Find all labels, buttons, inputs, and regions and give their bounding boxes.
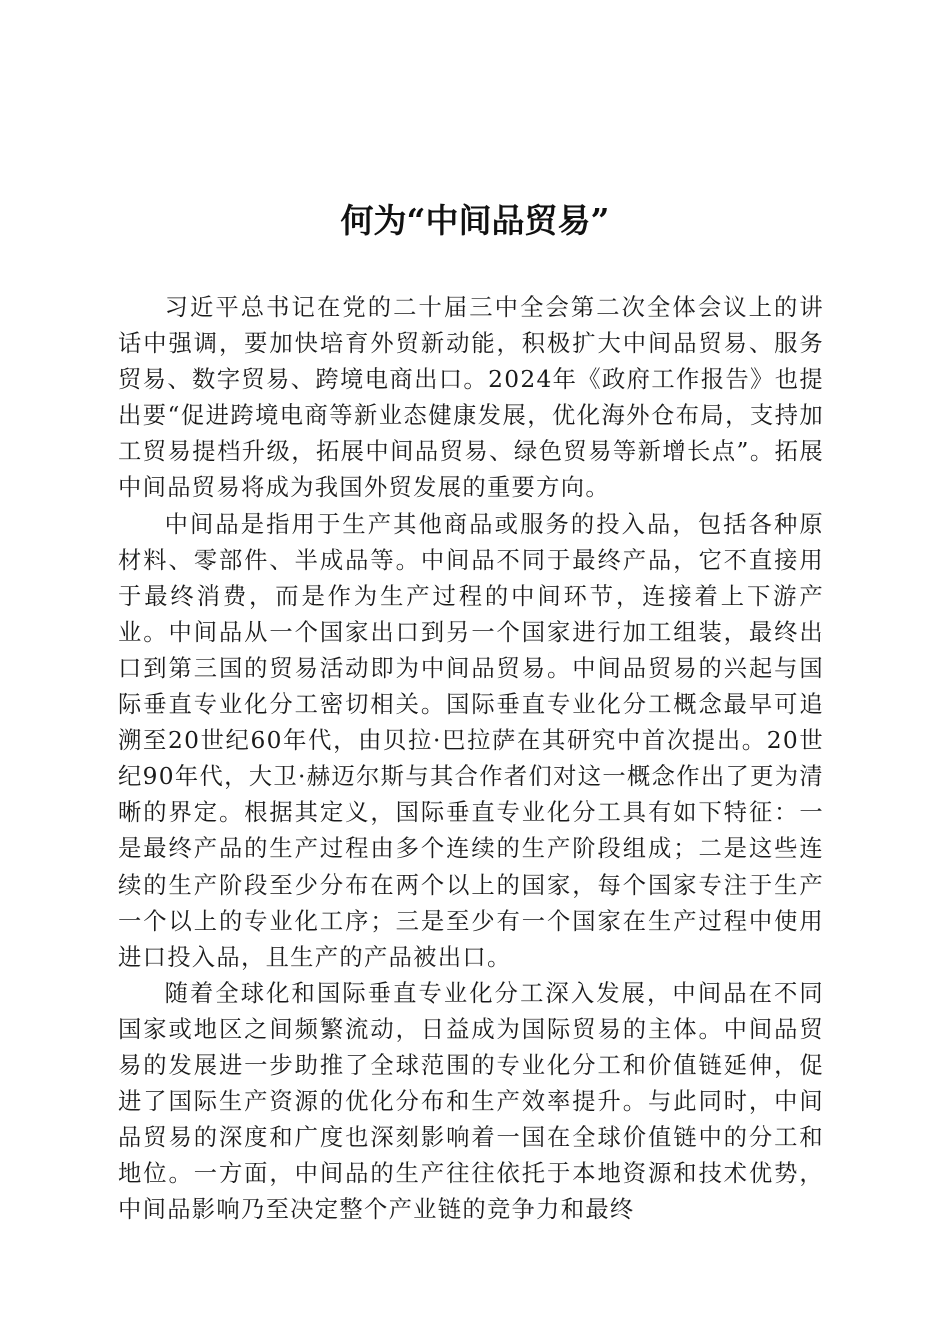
page-title: 何为“中间品贸易”	[340, 201, 610, 240]
article-body	[118, 290, 824, 1228]
paragraph-2: 中间品是指用于生产其他商品或服务的投入品，包括各种原材料、零部件、半成品等。中间品不同于最终产品，它不直接用于最终消费，而是作为生产过程的中间环节，连接着上下游产业。中间品从一个国家出口到另一个国家进行加工组装，最终出口到第三国的贸易活动即为中间品贸易。中间品贸易的兴起与国际垂直专业化分工密切相关。国际垂直专业化分工概念最早可追溯至20世纪60年代，由贝拉·巴拉萨在其研究中首次提出。20世纪90年代，大卫·赫迈尔斯与其合作者们对这一概念作出了更为清晰的界定。根据其定义，国际垂直专业化分工具有如下特征：一是最终产品的生产过程由多个连续的生产阶段组成；二是这些连续的生产阶段至少分布在两个以上的国家，每个国家专注于生产一个以上的专业化工序；三是至少有一个国家在生产过程中使用进口投入品，且生产的产品被出口。	[118, 510, 824, 971]
paragraph-3: 随着全球化和国际垂直专业化分工深入发展，中间品在不同国家或地区之间频繁流动，日益成为国际贸易的主体。中间品贸易的发展进一步助推了全球范围的专业化分工和价值链延伸，促进了国际生产资源的优化分布和生产效率提升。与此同时，中间品贸易的深度和广度也深刻影响着一国在全球价值链中的分工和地位。一方面，中间品的生产往往依托于本地资源和技术优势，中间品影响乃至决定整个产业链的竞争力和最终	[118, 979, 824, 1224]
paragraph-1: 习近平总书记在党的二十届三中全会第二次全体会议上的讲话中强调，要加快培育外贸新动能，积极扩大中间品贸易、服务贸易、数字贸易、跨境电商出口。2024年《政府工作报告》也提出要“促进跨境电商等新业态健康发展，优化海外仓布局，支持加工贸易提档升级，拓展中间品贸易、绿色贸易等新增长点”。拓展中间品贸易将成为我国外贸发展的重要方向。	[118, 294, 824, 502]
